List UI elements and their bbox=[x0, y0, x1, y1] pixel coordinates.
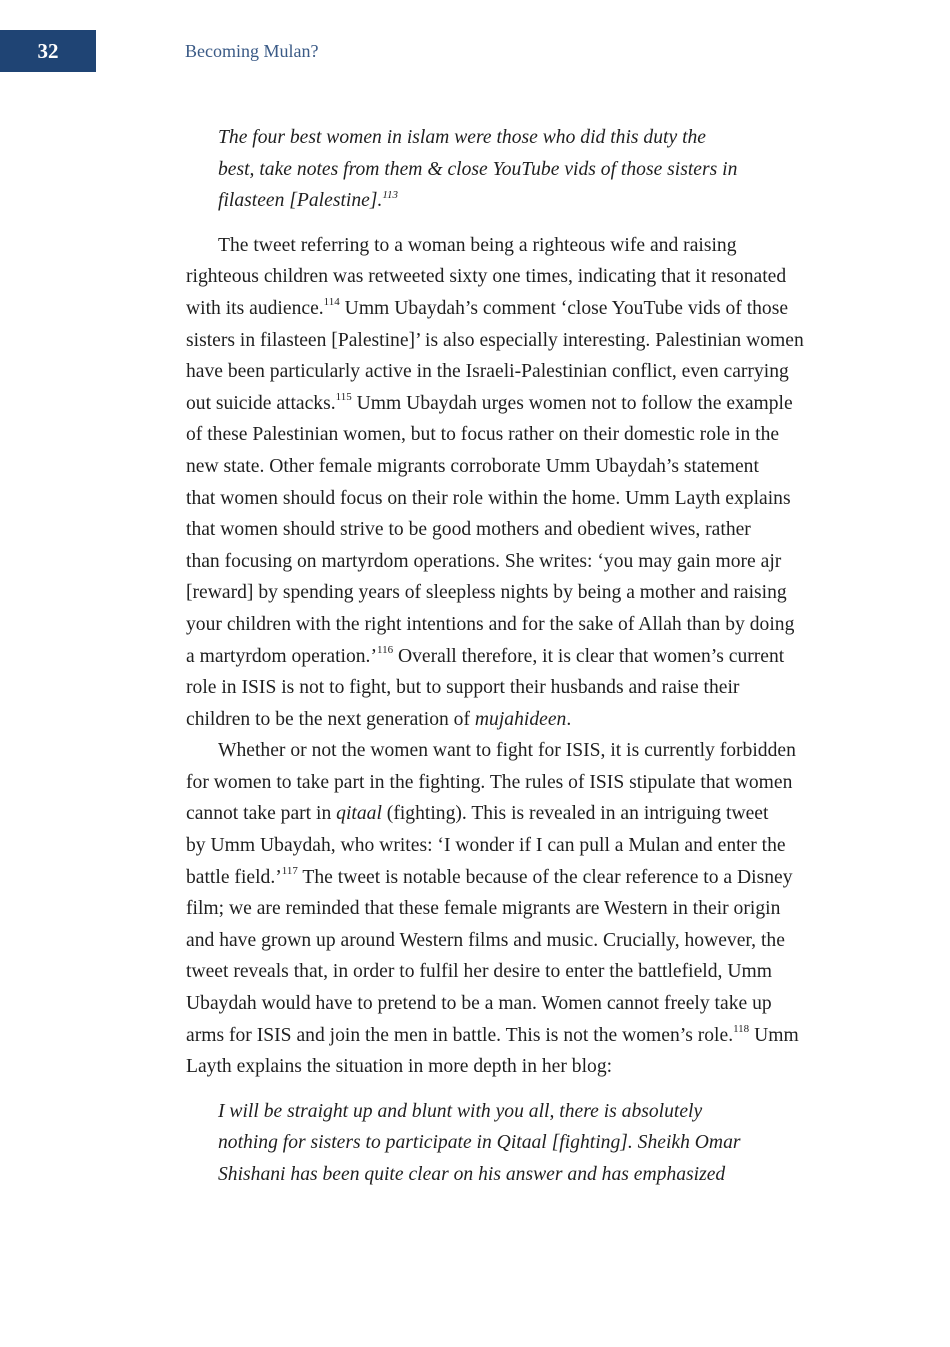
text-segment: with its audience. bbox=[186, 297, 324, 319]
text-line: for women to take part in the fighting. The rules of ISIS stipulate that women bbox=[186, 771, 793, 793]
quote-line: nothing for sisters to participate in Qitaal [fighting]. Sheikh Omar bbox=[218, 1132, 741, 1154]
footnote-ref-116[interactable]: 116 bbox=[376, 643, 394, 656]
block-quote-2 bbox=[218, 1096, 778, 1191]
quote-line: Shishani has been quite clear on his answer and has emphasized bbox=[218, 1164, 726, 1185]
paragraph-1 bbox=[186, 230, 818, 736]
text-segment: (fighting). This is revealed in an intriguing tweet bbox=[381, 803, 769, 825]
text-line bbox=[186, 641, 818, 673]
text-line: tweet reveals that, in order to fulfil her desire to enter the battlefield, Umm bbox=[186, 961, 772, 983]
page-number: 32 bbox=[0, 30, 96, 72]
text-segment: a martyrdom operation.’ bbox=[186, 645, 377, 667]
text-line: role in ISIS is not to fight, but to support their husbands and raise their bbox=[186, 677, 740, 699]
footnote-ref-115[interactable]: 115 bbox=[335, 391, 352, 404]
text-segment: Overall therefore, it is clear that women’s current bbox=[393, 645, 785, 667]
text-line: righteous children was retweeted sixty one times, indicating that it resonated bbox=[186, 266, 787, 288]
text-segment: . bbox=[566, 708, 572, 730]
page-body bbox=[186, 122, 818, 1191]
footnote-ref-114[interactable]: 114 bbox=[323, 296, 340, 309]
text-line bbox=[186, 293, 818, 325]
text-line: that women should strive to be good mothers and obedient wives, rather bbox=[186, 519, 751, 541]
text-line: [reward] by spending years of sleepless nights by being a mother and raising bbox=[186, 582, 787, 604]
text-line: Ubaydah would have to pretend to be a man. Women cannot freely take up bbox=[186, 993, 772, 1015]
footnote-ref-117[interactable]: 117 bbox=[281, 865, 298, 878]
text-line: have been particularly active in the Israeli-Palestinian conflict, even carrying bbox=[186, 361, 789, 383]
text-line: Layth explains the situation in more depth in her blog: bbox=[186, 1056, 613, 1078]
block-quote-1 bbox=[218, 122, 778, 217]
footnote-ref-118[interactable]: 118 bbox=[733, 1023, 750, 1036]
text-line: of these Palestinian women, but to focus rather on their domestic role in the bbox=[186, 424, 780, 446]
text-line bbox=[186, 388, 818, 420]
text-line: Whether or not the women want to fight for ISIS, it is currently forbidden bbox=[218, 740, 796, 762]
text-segment: out suicide attacks. bbox=[186, 392, 336, 414]
italic-term: qitaal bbox=[336, 803, 382, 825]
paragraph-2 bbox=[186, 735, 818, 1083]
text-segment: Umm bbox=[749, 1024, 799, 1046]
text-segment: arms for ISIS and join the men in battle. This is not the women’s role. bbox=[186, 1024, 734, 1046]
quote-line: best, take notes from them & close YouTube vids of those sisters in bbox=[218, 158, 738, 180]
quote-line: The four best women in islam were those who did this duty the bbox=[218, 127, 707, 148]
text-segment: Umm Ubaydah’s comment ‘close YouTube vids of those bbox=[339, 297, 789, 319]
text-segment: children to be the next generation of bbox=[186, 708, 475, 730]
text-line bbox=[186, 704, 818, 736]
text-segment: Umm Ubaydah urges women not to follow the example bbox=[351, 392, 793, 414]
text-line: than focusing on martyrdom operations. She writes: ‘you may gain more ajr bbox=[186, 550, 782, 572]
text-line bbox=[186, 1020, 818, 1052]
text-line: film; we are reminded that these female migrants are Western in their origin bbox=[186, 898, 781, 920]
text-line: The tweet referring to a woman being a righteous wife and raising bbox=[218, 234, 737, 256]
text-line: sisters in filasteen [Palestine]’ is also especially interesting. Palestinian women bbox=[186, 329, 804, 351]
text-segment: cannot take part in bbox=[186, 803, 337, 825]
quote-line bbox=[218, 185, 778, 217]
running-title: Becoming Mulan? bbox=[185, 41, 319, 61]
text-line: by Umm Ubaydah, who writes: ‘I wonder if I can pull a Mulan and enter the bbox=[186, 835, 786, 857]
text-segment: The tweet is notable because of the clear reference to a Disney bbox=[297, 866, 793, 888]
text-line bbox=[186, 862, 818, 894]
text-segment: battle field.’ bbox=[186, 866, 282, 888]
quote-line: I will be straight up and blunt with you all, there is absolutely bbox=[218, 1100, 703, 1122]
footnote-ref-113[interactable]: 113 bbox=[382, 188, 399, 201]
italic-term: mujahideen bbox=[474, 708, 567, 730]
quote-text: filasteen [Palestine]. bbox=[218, 190, 383, 212]
text-line: new state. Other female migrants corroborate Umm Ubaydah’s statement bbox=[186, 455, 759, 477]
text-line bbox=[186, 798, 818, 830]
text-line: and have grown up around Western films and music. Crucially, however, the bbox=[186, 929, 785, 951]
text-line: that women should focus on their role within the home. Umm Layth explains bbox=[186, 487, 791, 509]
text-line: your children with the right intentions and for the sake of Allah than by doing bbox=[186, 613, 795, 635]
